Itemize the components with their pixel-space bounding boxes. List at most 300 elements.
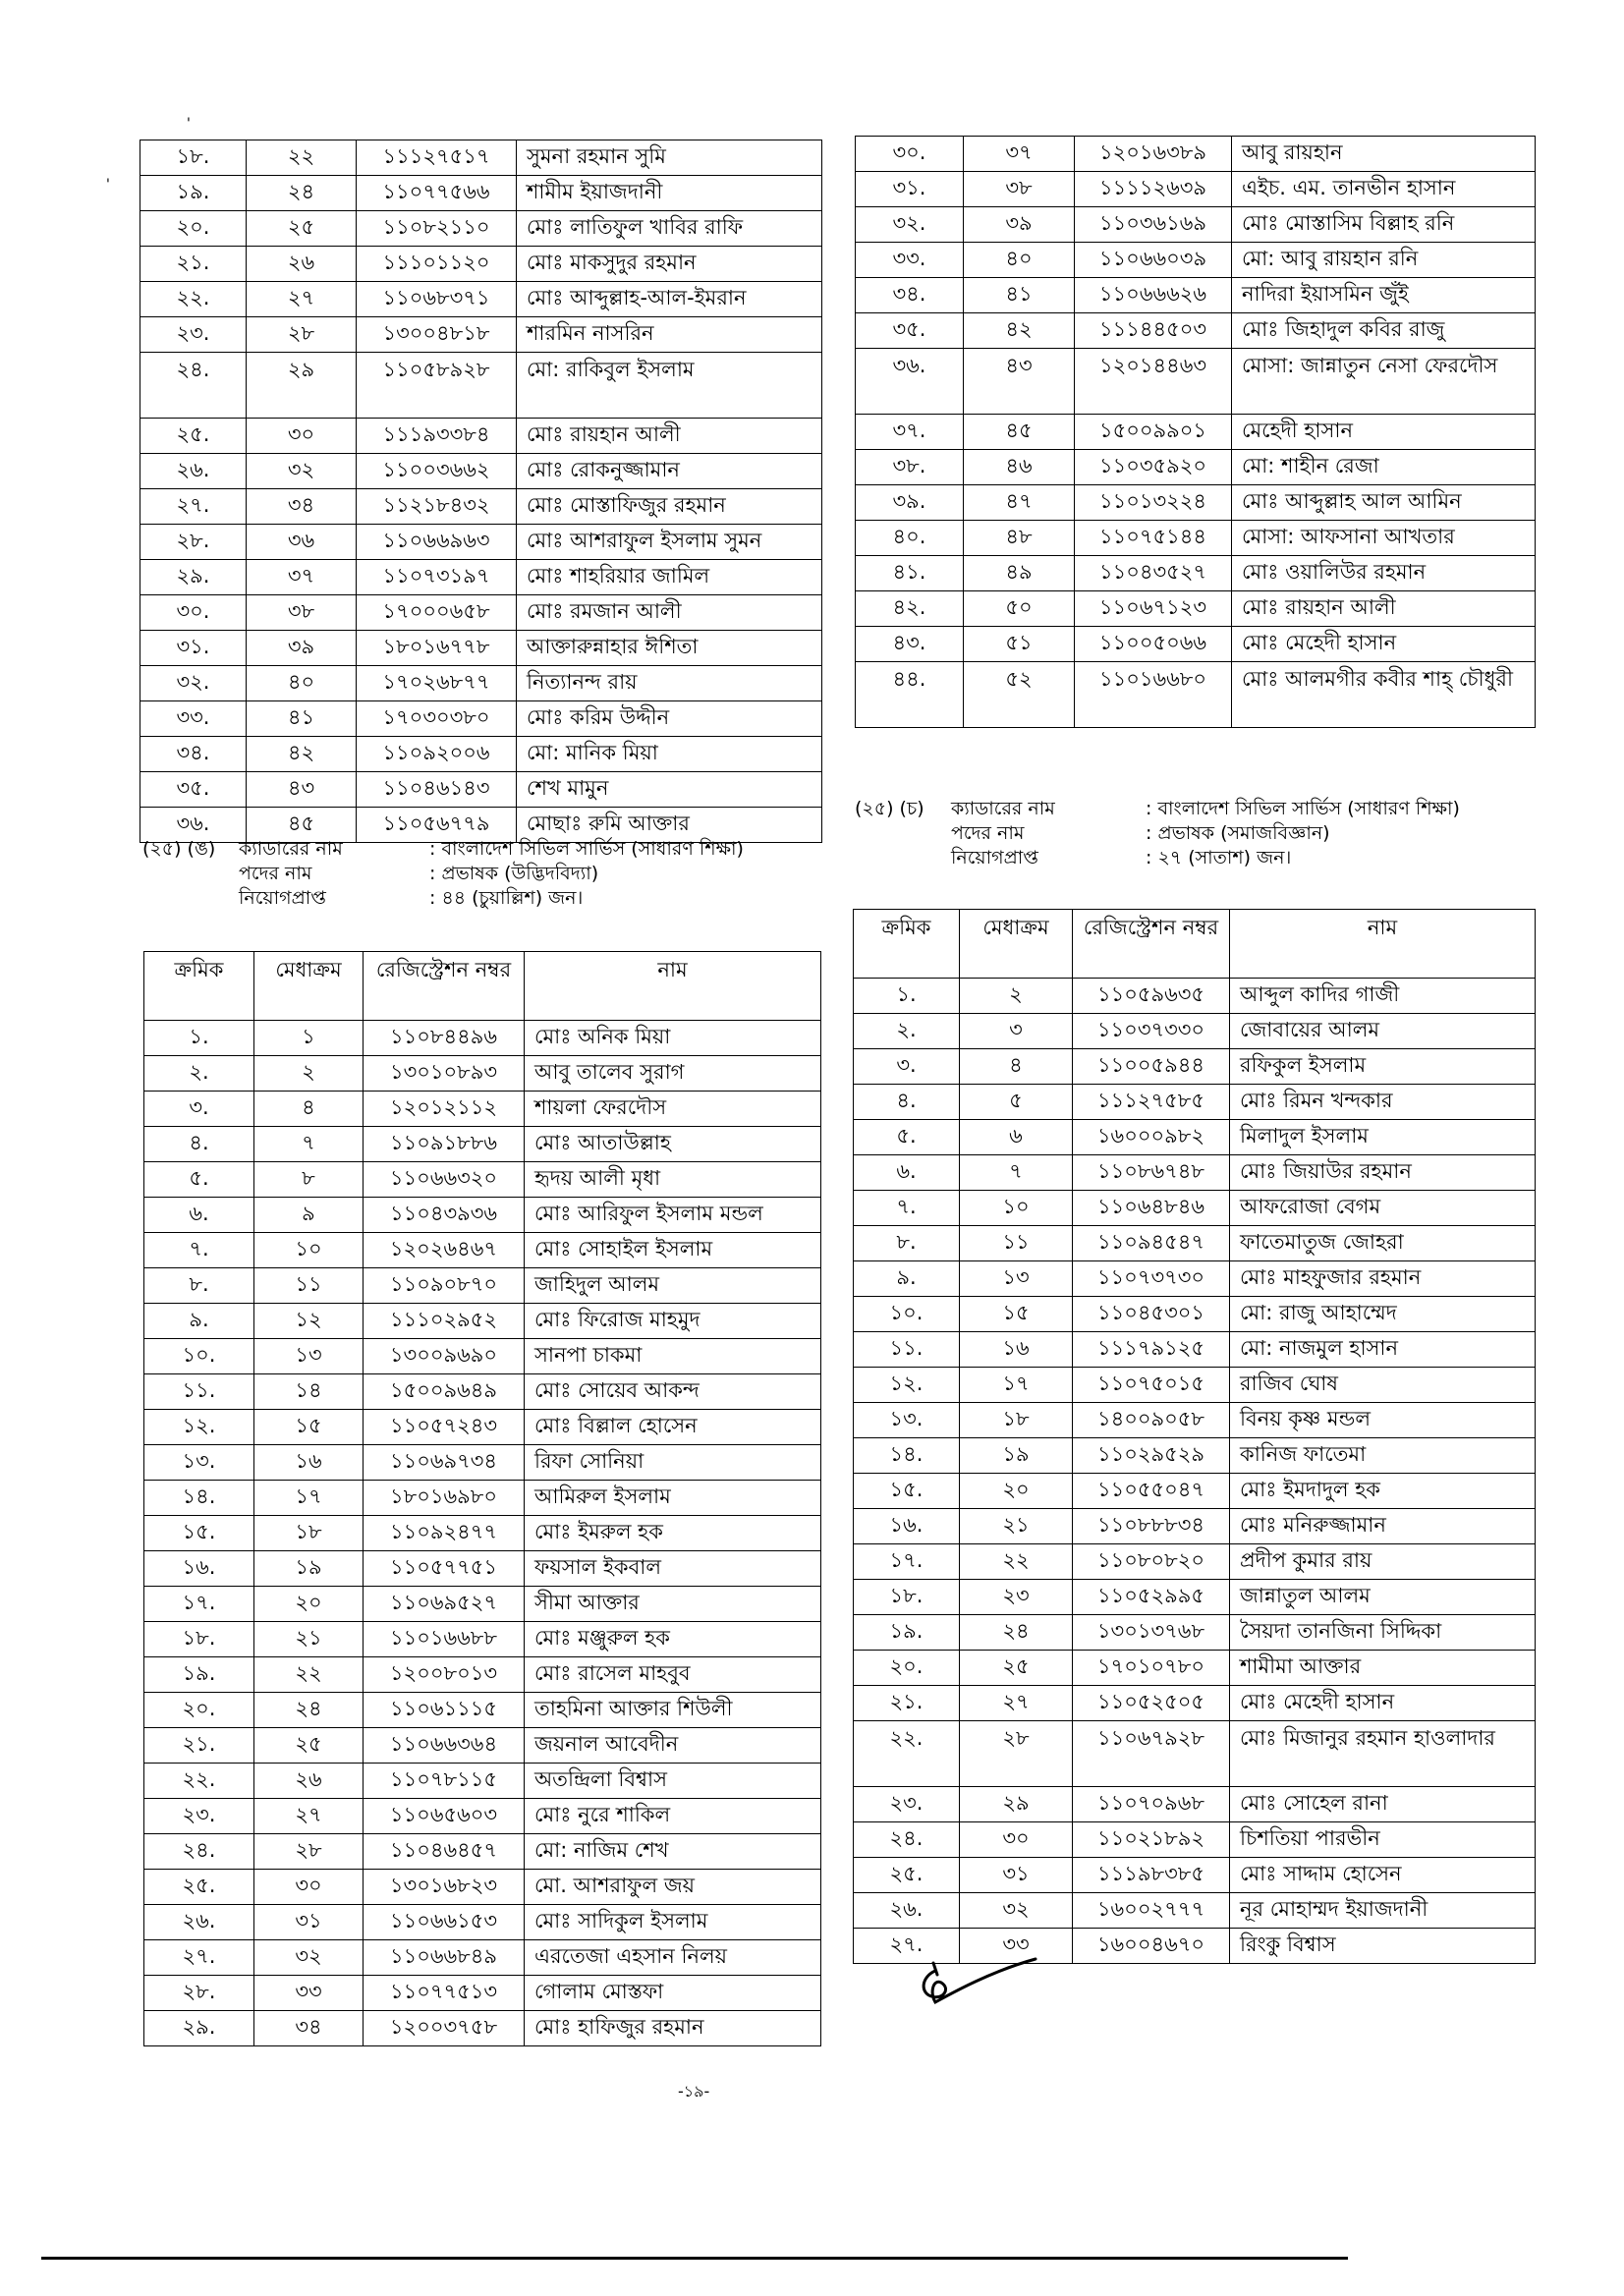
name-cell: মোঃ মেহেদী হাসান: [1230, 1686, 1536, 1721]
table-row: [140, 525, 822, 560]
name-cell: মো: রাকিবুল ইসলাম: [517, 353, 822, 419]
serial-cell: ৩.: [144, 1092, 254, 1127]
merit-cell: ২৬: [247, 247, 357, 282]
merit-cell: ৪৭: [964, 485, 1075, 521]
table-row: [854, 1261, 1536, 1297]
merit-cell: ২৫: [247, 211, 357, 247]
name-cell: মোঃ শাহরিয়ার জামিল: [517, 560, 822, 595]
table-row: [854, 1438, 1536, 1474]
name-cell: মোঃ সাদ্দাম হোসেন: [1230, 1858, 1536, 1893]
serial-cell: ৮.: [144, 1268, 254, 1304]
name-cell: মোছাঃ রুমি আক্তার: [517, 808, 822, 843]
merit-cell: ২৮: [254, 1834, 364, 1870]
registration-cell: ১১০৭৮১১৫: [364, 1764, 525, 1799]
registration-cell: ১৩০১৩৭৬৮: [1073, 1615, 1230, 1651]
table-row: [854, 1155, 1536, 1191]
registration-cell: ১৫০০৯৯০১: [1075, 415, 1232, 450]
name-cell: মোঃ সোয়েব আকন্দ: [525, 1374, 821, 1410]
name-cell: শামীমা আক্তার: [1230, 1651, 1536, 1686]
registration-cell: ১১০৪৩৯৩৬: [364, 1198, 525, 1233]
registration-cell: ১১১১২৬৩৯: [1075, 172, 1232, 207]
merit-cell: ২৫: [960, 1651, 1073, 1686]
name-cell: মোঃ আতাউল্লাহ: [525, 1127, 821, 1162]
table-row: [854, 1226, 1536, 1261]
serial-cell: ৩৮.: [856, 450, 964, 485]
serial-cell: ২৮.: [140, 525, 247, 560]
table-row: [854, 1651, 1536, 1686]
name-cell: মোঃ ইমদাদুল হক: [1230, 1474, 1536, 1509]
name-cell: রিফা সোনিয়া: [525, 1445, 821, 1481]
serial-cell: ৪৪.: [856, 662, 964, 728]
appointed-key: নিয়োগপ্রাপ্ত: [951, 847, 1038, 868]
registration-cell: ১১১৯৮৩৮৫: [1073, 1858, 1230, 1893]
name-cell: মোঃ মাহফুজার রহমান: [1230, 1261, 1536, 1297]
table-row: [856, 450, 1536, 485]
name-cell: মোঃ মঞ্জুরুল হক: [525, 1622, 821, 1657]
merit-cell: ৯: [254, 1198, 364, 1233]
name-cell: নিত্যানন্দ রায়: [517, 666, 822, 701]
header-name: নাম: [525, 952, 821, 1021]
name-cell: আফরোজা বেগম: [1230, 1191, 1536, 1226]
name-cell: সৈয়দা তানজিনা সিদ্দিকা: [1230, 1615, 1536, 1651]
table-row: [140, 454, 822, 489]
table-row: [140, 631, 822, 666]
registration-cell: ১১০৮২১১০: [357, 211, 517, 247]
name-cell: মোঃ লাতিফুল খাবির রাফি: [517, 211, 822, 247]
table-row: [856, 591, 1536, 627]
registration-cell: ১১০৫৭২৪৩: [364, 1410, 525, 1445]
name-cell: আব্দুল কাদির গাজী: [1230, 979, 1536, 1014]
serial-cell: ২৪.: [854, 1822, 960, 1858]
name-cell: মো: আবু রায়হান রনি: [1232, 243, 1536, 278]
table-row: [856, 627, 1536, 662]
table-b: [855, 136, 1536, 728]
merit-cell: ২৭: [254, 1799, 364, 1834]
table-row: [856, 313, 1536, 349]
table-row: [856, 137, 1536, 172]
serial-cell: ২৫.: [854, 1858, 960, 1893]
registration-cell: ১১০৮৮৮৩৪: [1073, 1509, 1230, 1544]
name-cell: মোঃ সাদিকুল ইসলাম: [525, 1905, 821, 1940]
merit-cell: ৪০: [964, 243, 1075, 278]
table-row: [854, 1615, 1536, 1651]
name-cell: মোঃ মোস্তাসিম বিল্লাহ রনি: [1232, 207, 1536, 243]
merit-cell: ২৯: [960, 1787, 1073, 1822]
table-row: [144, 1198, 821, 1233]
table-row: [854, 1297, 1536, 1332]
table-a-body: [140, 140, 822, 843]
name-cell: তাহমিনা আক্তার শিউলী: [525, 1693, 821, 1728]
registration-cell: ১১০৬৫৬০৩: [364, 1799, 525, 1834]
post-value: : প্রভাষক (সমাজবিজ্ঞান): [1146, 822, 1330, 844]
serial-cell: ১৭.: [144, 1587, 254, 1622]
merit-cell: ৩৬: [247, 525, 357, 560]
registration-cell: ১১০৮৪৪৯৬: [364, 1021, 525, 1056]
name-cell: মোঃ আব্দুল্লাহ-আল-ইমরান: [517, 282, 822, 317]
serial-cell: ১৬.: [144, 1551, 254, 1587]
registration-cell: ১২০১৪৪৬৩: [1075, 349, 1232, 415]
serial-cell: ২৭.: [854, 1929, 960, 1964]
name-cell: ফয়সাল ইকবাল: [525, 1551, 821, 1587]
serial-cell: ৩৬.: [856, 349, 964, 415]
serial-cell: ৩৪.: [856, 278, 964, 313]
registration-cell: ১১০৭৭৫৬৬: [357, 176, 517, 211]
table-row: [854, 1822, 1536, 1858]
merit-cell: ৩০: [254, 1870, 364, 1905]
merit-cell: ৫০: [964, 591, 1075, 627]
serial-cell: ২০.: [140, 211, 247, 247]
merit-cell: ৪৯: [964, 556, 1075, 591]
registration-cell: ১১০৭৫০১৫: [1073, 1368, 1230, 1403]
merit-cell: ৩৯: [247, 631, 357, 666]
registration-cell: ১১০৩৭৩৩০: [1073, 1014, 1230, 1049]
table-row: [144, 1622, 821, 1657]
serial-cell: ১.: [854, 979, 960, 1014]
merit-cell: ৪৩: [247, 772, 357, 808]
merit-cell: ২৪: [254, 1693, 364, 1728]
registration-cell: ১২০১৬৩৮৯: [1075, 137, 1232, 172]
serial-cell: ২১.: [140, 247, 247, 282]
merit-cell: ৮: [254, 1162, 364, 1198]
registration-cell: ১১০৬১১১৫: [364, 1693, 525, 1728]
registration-cell: ১১১০২৯৫২: [364, 1304, 525, 1339]
table-row: [854, 1085, 1536, 1120]
merit-cell: ৪: [960, 1049, 1073, 1085]
merit-cell: ৩৪: [247, 489, 357, 525]
table-row: [856, 207, 1536, 243]
merit-cell: ৪১: [964, 278, 1075, 313]
merit-cell: ৭: [960, 1155, 1073, 1191]
registration-cell: ১১০৭৫১৪৪: [1075, 521, 1232, 556]
table-row: [140, 701, 822, 737]
serial-cell: ২৭.: [144, 1940, 254, 1976]
name-cell: সানপা চাকমা: [525, 1339, 821, 1374]
registration-cell: ১১০০৫৯৪৪: [1073, 1049, 1230, 1085]
table-row: [856, 662, 1536, 728]
name-cell: মোঃ মোস্তাফিজুর রহমান: [517, 489, 822, 525]
merit-cell: ৩০: [247, 419, 357, 454]
merit-cell: ৩২: [247, 454, 357, 489]
name-cell: মোঃ ওয়ালিউর রহমান: [1232, 556, 1536, 591]
merit-cell: ১৫: [254, 1410, 364, 1445]
table-d: [853, 909, 1536, 1964]
registration-cell: ১১০৯১৮৮৬: [364, 1127, 525, 1162]
serial-cell: ৩২.: [856, 207, 964, 243]
name-cell: মোসা: জান্নাতুন নেসা ফেরদৌস: [1232, 349, 1536, 415]
table-row: [144, 1940, 821, 1976]
table-row: [144, 1021, 821, 1056]
serial-cell: ১৭.: [854, 1544, 960, 1580]
serial-cell: ২৬.: [140, 454, 247, 489]
registration-cell: ১১০৬৯৭৩৪: [364, 1445, 525, 1481]
table-row: [140, 666, 822, 701]
merit-cell: ১০: [960, 1191, 1073, 1226]
merit-cell: ৫: [960, 1085, 1073, 1120]
merit-cell: ২৭: [247, 282, 357, 317]
table-row: [140, 353, 822, 419]
name-cell: মো: মানিক মিয়া: [517, 737, 822, 772]
registration-cell: ১১০৫৮৯২৮: [357, 353, 517, 419]
serial-cell: ১৮.: [140, 140, 247, 176]
post-key: পদের নাম: [239, 863, 312, 884]
serial-cell: ১৯.: [854, 1615, 960, 1651]
merit-cell: ৩২: [254, 1940, 364, 1976]
merit-cell: ৩৭: [247, 560, 357, 595]
merit-cell: ২০: [254, 1587, 364, 1622]
serial-cell: ২২.: [854, 1721, 960, 1787]
registration-cell: ১৭০০০৬৫৮: [357, 595, 517, 631]
serial-cell: ৬.: [854, 1155, 960, 1191]
serial-cell: ২৬.: [144, 1905, 254, 1940]
name-cell: মোঃ মাকসুদুর রহমান: [517, 247, 822, 282]
table-row: [140, 317, 822, 353]
table-a: [140, 140, 822, 843]
post-key: পদের নাম: [951, 822, 1025, 844]
name-cell: মোঃ মিজানুর রহমান হাওলাদার: [1230, 1721, 1536, 1787]
merit-cell: ৫২: [964, 662, 1075, 728]
name-cell: শামীম ইয়াজদানী: [517, 176, 822, 211]
serial-cell: ১১.: [144, 1374, 254, 1410]
registration-cell: ১২০০৮০১৩: [364, 1657, 525, 1693]
merit-cell: ২৬: [254, 1764, 364, 1799]
registration-cell: ১১০৬৬০৩৯: [1075, 243, 1232, 278]
serial-cell: ২৫.: [144, 1870, 254, 1905]
table-row: [144, 1162, 821, 1198]
registration-cell: ১৬০০২৭৭৭: [1073, 1893, 1230, 1929]
table-row: [140, 489, 822, 525]
name-cell: নূর মোহাম্মদ ইয়াজদানী: [1230, 1893, 1536, 1929]
serial-cell: ২১.: [854, 1686, 960, 1721]
merit-cell: ২১: [960, 1509, 1073, 1544]
name-cell: মোঃ সোহেল রানা: [1230, 1787, 1536, 1822]
serial-cell: ১১.: [854, 1332, 960, 1368]
merit-cell: ২৪: [960, 1615, 1073, 1651]
merit-cell: ১০: [254, 1233, 364, 1268]
registration-cell: ১৭০১০৭৮০: [1073, 1651, 1230, 1686]
registration-cell: ১১০৬৬৩৬৪: [364, 1728, 525, 1764]
name-cell: মোঃ রায়হান আলী: [517, 419, 822, 454]
table-row: [144, 1127, 821, 1162]
table-row: [144, 1304, 821, 1339]
merit-cell: ২৭: [960, 1686, 1073, 1721]
serial-cell: ২৯.: [140, 560, 247, 595]
serial-cell: ২৯.: [144, 2011, 254, 2046]
table-row: [144, 1657, 821, 1693]
serial-cell: ২৩.: [140, 317, 247, 353]
table-row: [854, 1332, 1536, 1368]
merit-cell: ৪৩: [964, 349, 1075, 415]
merit-cell: ৩৩: [960, 1929, 1073, 1964]
table-row: [140, 140, 822, 176]
merit-cell: ৬: [960, 1120, 1073, 1155]
name-cell: জয়নাল আবেদীন: [525, 1728, 821, 1764]
serial-cell: ৮.: [854, 1226, 960, 1261]
registration-cell: ১১০৬৬১৫৩: [364, 1905, 525, 1940]
serial-cell: ৩৫.: [856, 313, 964, 349]
appointed-value: : ২৭ (সাতাশ) জন।: [1146, 847, 1292, 868]
serial-cell: ১২.: [854, 1368, 960, 1403]
table-row: [854, 1580, 1536, 1615]
table-b-body: [856, 137, 1536, 728]
name-cell: কানিজ ফাতেমা: [1230, 1438, 1536, 1474]
registration-cell: ১১০৬৭৯২৮: [1073, 1721, 1230, 1787]
merit-cell: ১২: [254, 1304, 364, 1339]
registration-cell: ১১১২৭৫৮৫: [1073, 1085, 1230, 1120]
table-row: [144, 1551, 821, 1587]
name-cell: মোঃ রিমন খন্দকার: [1230, 1085, 1536, 1120]
merit-cell: ১৪: [254, 1374, 364, 1410]
serial-cell: ৪০.: [856, 521, 964, 556]
merit-cell: ৪৫: [247, 808, 357, 843]
name-cell: শায়লা ফেরদৌস: [525, 1092, 821, 1127]
name-cell: মোঃ আশরাফুল ইসলাম সুমন: [517, 525, 822, 560]
merit-cell: ৪৮: [964, 521, 1075, 556]
table-row: [856, 415, 1536, 450]
serial-cell: ৩৩.: [856, 243, 964, 278]
serial-cell: ২২.: [144, 1764, 254, 1799]
section-d-label: (২৫) (চ): [855, 798, 924, 819]
serial-cell: ২২.: [140, 282, 247, 317]
name-cell: মোঃ আব্দুল্লাহ আল আমিন: [1232, 485, 1536, 521]
merit-cell: ৫১: [964, 627, 1075, 662]
serial-cell: ৩৩.: [140, 701, 247, 737]
table-row: [144, 1268, 821, 1304]
merit-cell: ১৫: [960, 1297, 1073, 1332]
name-cell: মো. আশরাফুল জয়: [525, 1870, 821, 1905]
merit-cell: ৩১: [254, 1905, 364, 1940]
serial-cell: ১৫.: [144, 1516, 254, 1551]
registration-cell: ১২০২৬৪৬৭: [364, 1233, 525, 1268]
table-row: [144, 1870, 821, 1905]
table-row: [854, 1686, 1536, 1721]
serial-cell: ১৯.: [140, 176, 247, 211]
registration-cell: ১২০০৩৭৫৮: [364, 2011, 525, 2046]
serial-cell: ১৪.: [854, 1438, 960, 1474]
table-row: [144, 1693, 821, 1728]
merit-cell: ৩৯: [964, 207, 1075, 243]
name-cell: হৃদয় আলী মৃধা: [525, 1162, 821, 1198]
registration-cell: ১১০৬৬৯৬৩: [357, 525, 517, 560]
name-cell: রফিকুল ইসলাম: [1230, 1049, 1536, 1085]
table-row: [854, 1721, 1536, 1787]
table-c: [143, 951, 821, 2046]
header-merit: মেধাক্রম: [254, 952, 364, 1021]
signature: [914, 1953, 1041, 2022]
table-row: [144, 1233, 821, 1268]
table-row: [856, 521, 1536, 556]
merit-cell: ১৮: [960, 1403, 1073, 1438]
table-row: [140, 419, 822, 454]
table-row: [854, 1509, 1536, 1544]
table-row: [140, 211, 822, 247]
name-cell: মোঃ জিয়াউর রহমান: [1230, 1155, 1536, 1191]
serial-cell: ১০.: [144, 1339, 254, 1374]
table-row: [140, 247, 822, 282]
name-cell: গোলাম মোস্তফা: [525, 1976, 821, 2011]
table-row: [854, 979, 1536, 1014]
serial-cell: ১৩.: [854, 1403, 960, 1438]
name-cell: মো: নাজিম শেখ: [525, 1834, 821, 1870]
merit-cell: ১৩: [960, 1261, 1073, 1297]
name-cell: রিংকু বিশ্বাস: [1230, 1929, 1536, 1964]
registration-cell: ১১১৪৪৫০৩: [1075, 313, 1232, 349]
merit-cell: ৪৫: [964, 415, 1075, 450]
merit-cell: ৪২: [247, 737, 357, 772]
table-row: [140, 595, 822, 631]
registration-cell: ১১০৬৮৩৭১: [357, 282, 517, 317]
merit-cell: ৩: [960, 1014, 1073, 1049]
name-cell: মোঃ সোহাইল ইসলাম: [525, 1233, 821, 1268]
table-row: [856, 485, 1536, 521]
bottom-rule: [41, 2257, 1348, 2260]
name-cell: মোঃ আরিফুল ইসলাম মন্ডল: [525, 1198, 821, 1233]
registration-cell: ১১০৯২০০৬: [357, 737, 517, 772]
registration-cell: ১১০৪৩৫২৭: [1075, 556, 1232, 591]
registration-cell: ১১০৫৯৬৩৫: [1073, 979, 1230, 1014]
table-row: [854, 1403, 1536, 1438]
merit-cell: ৪১: [247, 701, 357, 737]
name-cell: মোসা: আফসানা আখতার: [1232, 521, 1536, 556]
serial-cell: ৬.: [144, 1198, 254, 1233]
scan-mark: ': [187, 116, 191, 132]
merit-cell: ৩৮: [247, 595, 357, 631]
cadre-value: : বাংলাদেশ সিভিল সার্ভিস (সাধারণ শিক্ষা): [1146, 798, 1460, 819]
registration-cell: ১১১২৭৫১৭: [357, 140, 517, 176]
serial-cell: ২.: [854, 1014, 960, 1049]
merit-cell: ৪০: [247, 666, 357, 701]
name-cell: নাদিরা ইয়াসমিন জুঁই: [1232, 278, 1536, 313]
table-row: [854, 1474, 1536, 1509]
name-cell: মোঃ ফিরোজ মাহমুদ: [525, 1304, 821, 1339]
table-row: [854, 1368, 1536, 1403]
serial-cell: ১০.: [854, 1297, 960, 1332]
merit-cell: ২২: [960, 1544, 1073, 1580]
name-cell: মোঃ ইমরুল হক: [525, 1516, 821, 1551]
header-name: নাম: [1230, 910, 1536, 979]
name-cell: মোঃ অনিক মিয়া: [525, 1021, 821, 1056]
table-d-body: [854, 979, 1536, 1964]
serial-cell: ১৯.: [144, 1657, 254, 1693]
header-serial: ক্রমিক: [854, 910, 960, 979]
name-cell: এইচ. এম. তানভীন হাসান: [1232, 172, 1536, 207]
merit-cell: ২৮: [247, 317, 357, 353]
merit-cell: ২২: [247, 140, 357, 176]
registration-cell: ১৩০০৯৬৯০: [364, 1339, 525, 1374]
table-row: [144, 1092, 821, 1127]
registration-cell: ১১০৬৭১২৩: [1075, 591, 1232, 627]
serial-cell: ২৩.: [854, 1787, 960, 1822]
page-number: -১৯-: [678, 2082, 710, 2100]
registration-cell: ১১০৯৪৫৪৭: [1073, 1226, 1230, 1261]
registration-cell: ১১০৭৩৭৩০: [1073, 1261, 1230, 1297]
table-row: [144, 1374, 821, 1410]
registration-cell: ১১০২৯৫২৯: [1073, 1438, 1230, 1474]
registration-cell: ১৭০২৬৮৭৭: [357, 666, 517, 701]
registration-cell: ১১২১৮৪৩২: [357, 489, 517, 525]
name-cell: মোঃ করিম উদ্দীন: [517, 701, 822, 737]
registration-cell: ১১০৬৯৫২৭: [364, 1587, 525, 1622]
registration-cell: ১১০১৬৬৮৮: [364, 1622, 525, 1657]
registration-cell: ১১০৬৬৬২৬: [1075, 278, 1232, 313]
merit-cell: ৪২: [964, 313, 1075, 349]
name-cell: জোবায়ের আলম: [1230, 1014, 1536, 1049]
table-row: [854, 1049, 1536, 1085]
name-cell: মো: নাজমুল হাসান: [1230, 1332, 1536, 1368]
registration-cell: ১১১৭৯১২৫: [1073, 1332, 1230, 1368]
merit-cell: ১৬: [960, 1332, 1073, 1368]
name-cell: আবু তালেব সুরাগ: [525, 1056, 821, 1092]
merit-cell: ১৭: [960, 1368, 1073, 1403]
